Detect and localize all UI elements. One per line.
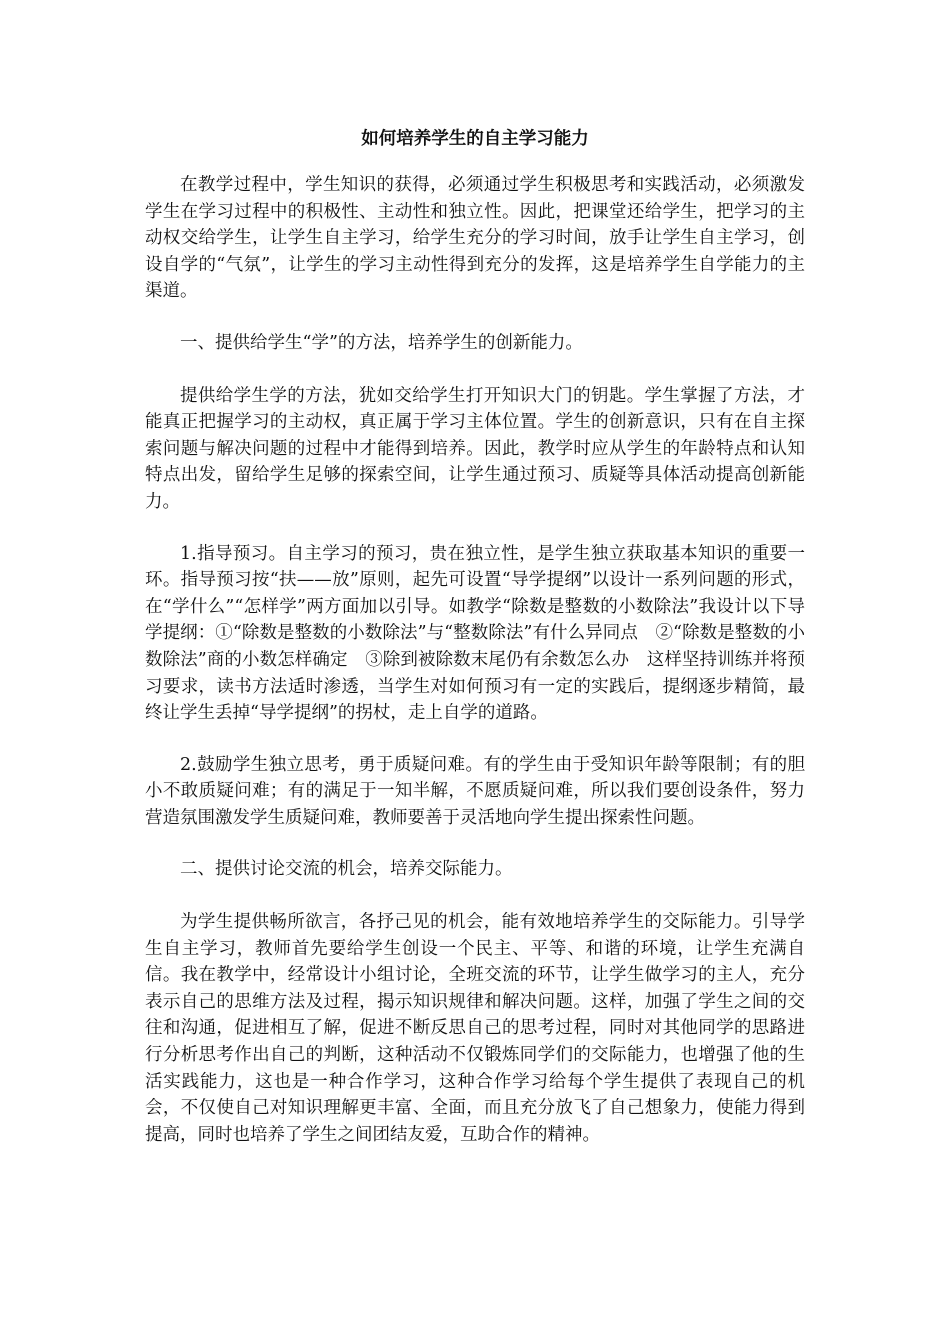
paragraph-intro: 在教学过程中，学生知识的获得，必须通过学生积极思考和实践活动，必须激发学生在学习过程中的积极性、主动性和独立性。因此，把课堂还给学生，把学习的主动权交给学生，让学生自主学习，给学生充分的学习时间，放手让学生自主学习，创设自学的“气氛”，让学生的学习主动性得到充分的发挥，这是培养学生自学能力的主渠道。	[145, 175, 805, 302]
document-title: 如何培养学生的自主学习能力	[361, 129, 589, 149]
paragraph-preview-guidance: 1.指导预习。自主学习的预习，贵在独立性，是学生独立获取基本知识的重要一环。指导预习按“扶——放”原则，起先可设置“导学提纲”以设计一系列问题的形式，在“学什么”“怎样学”两方面加以引导。如教学“除数是整数的小数除法”我设计以下导学提纲：①“除数是整数的小数除法”与“整数除法”有什么异同点 ②“除数是整数的小数除法”商的小数怎样确定 ③除到被除数末尾仍有余数怎么办 这样坚持训练并将预习要求，读书方法适时渗透，当学生对如何预习有一定的实践后，提纲逐步精简，最终让学生丢掉“导学提纲”的拐杖，走上自学的道路。	[145, 543, 805, 724]
section-heading-1: 一、提供给学生“学”的方法，培养学生的创新能力。	[180, 332, 583, 353]
document-body	[145, 126, 805, 1173]
section-heading-2: 二、提供讨论交流的机会，培养交际能力。	[180, 859, 513, 880]
paragraph-discussion: 为学生提供畅所欲言，各抒己见的机会，能有效地培养学生的交际能力。引导学生自主学习，教师首先要给学生创设一个民主、平等、和谐的环境，让学生充满自信。我在教学中，经常设计小组讨论，全班交流的环节，让学生做学习的主人，充分表示自己的思维方法及过程，揭示知识规律和解决问题。这样，加强了学生之间的交往和沟通，促进相互了解，促进不断反思自己的思考过程，同时对其他同学的思路进行分析思考作出自己的判断，这种活动不仅锻炼同学们的交际能力，也增强了他的生活实践能力，这也是一种合作学习，这种合作学习给每个学生提供了表现自己的机会，不仅使自己对知识理解更丰富、全面，而且充分放飞了自己想象力，使能力得到提高，同时也培养了学生之间团结友爱，互助合作的精神。	[145, 912, 805, 1145]
paragraph-independent-thinking: 2.鼓励学生独立思考，勇于质疑问难。有的学生由于受知识年龄等限制；有的胆小不敢质疑问难；有的满足于一知半解，不愿质疑问难，所以我们要创设条件，努力营造氛围激发学生质疑问难，教师要善于灵活地向学生提出探索性问题。	[145, 754, 805, 828]
paragraph-methods: 提供给学生学的方法，犹如交给学生打开知识大门的钥匙。学生掌握了方法，才能真正把握学习的主动权，真正属于学习主体位置。学生的创新意识，只有在自主探索问题与解决问题的过程中才能得到培养。因此，教学时应从学生的年龄特点和认知特点出发，留给学生足够的探索空间，让学生通过预习、质疑等具体活动提高创新能力。	[145, 385, 805, 512]
